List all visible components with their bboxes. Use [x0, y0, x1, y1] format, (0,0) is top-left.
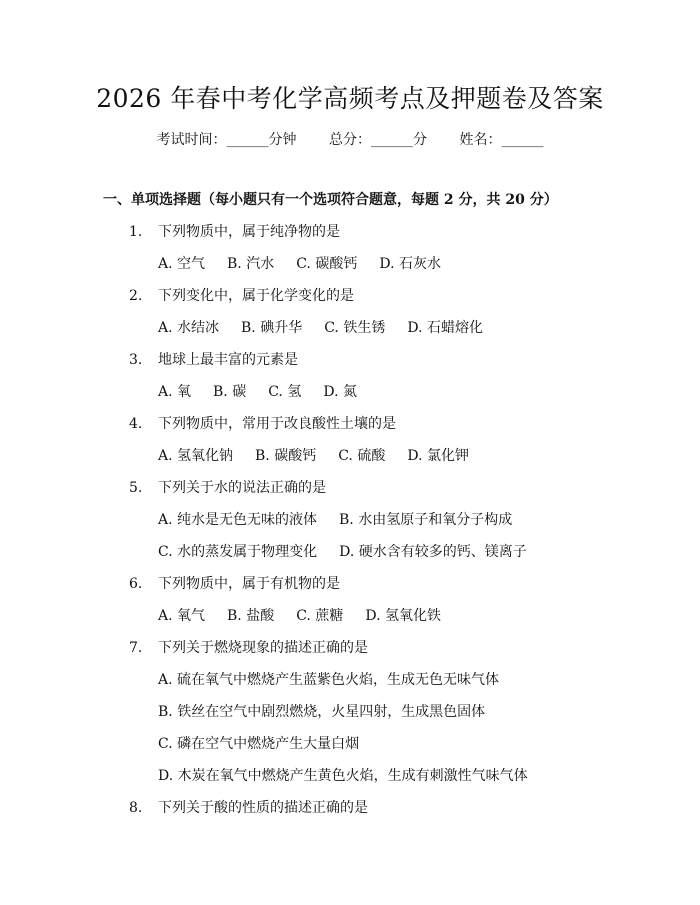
answer-option: B. 碘升华	[241, 320, 303, 336]
question-text: 下列物质中，属于纯净物的是	[158, 224, 340, 240]
question-number: 1.	[129, 224, 143, 240]
answer-option: C. 硫酸	[338, 448, 386, 464]
option-row	[0, 606, 700, 638]
question-text: 下列物质中，常用于改良酸性土壤的是	[158, 416, 396, 432]
answer-option: C. 铁生锈	[324, 320, 386, 336]
question-stem	[0, 478, 700, 510]
answer-option: A. 空气	[158, 256, 206, 272]
question-stem	[0, 414, 700, 446]
question-text: 下列关于水的说法正确的是	[158, 480, 326, 496]
answer-option: D. 氢氧化铁	[365, 608, 441, 624]
answer-option: A. 硫在氧气中燃烧产生蓝紫色火焰，生成无色无味气体	[158, 672, 500, 688]
answer-option: C. 氢	[268, 384, 302, 400]
answer-option: D. 硬水含有较多的钙、镁离子	[339, 544, 527, 560]
answer-option: C. 蔗糖	[296, 608, 344, 624]
answer-option: B. 铁丝在空气中剧烈燃烧，火星四射，生成黑色固体	[158, 704, 486, 720]
question-stem	[0, 638, 700, 670]
answer-option: D. 石蜡熔化	[407, 320, 483, 336]
question-stem	[0, 286, 700, 318]
answer-option: A. 氧	[158, 384, 192, 400]
answer-option: D. 木炭在氧气中燃烧产生黄色火焰，生成有刺激性气味气体	[158, 768, 528, 784]
question-number: 8.	[129, 800, 143, 816]
question-number: 3.	[129, 352, 143, 368]
question-text: 地球上最丰富的元素是	[158, 352, 298, 368]
answer-option: D. 石灰水	[379, 256, 441, 272]
total-score-field: 总分：______分	[329, 132, 427, 148]
option-row	[0, 318, 700, 350]
question-number: 4.	[129, 416, 143, 432]
answer-option: D. 氮	[323, 384, 357, 400]
section-heading: 一、单项选择题（每小题只有一个选项符合题意，每题 2 分，共 20 分）	[103, 192, 558, 208]
option-row	[0, 382, 700, 414]
question-stem	[0, 574, 700, 606]
answer-option: A. 氧气	[158, 608, 206, 624]
question-number: 5.	[129, 480, 143, 496]
answer-option: A. 纯水是无色无味的液体	[158, 512, 318, 528]
question-text: 下列变化中，属于化学变化的是	[158, 288, 354, 304]
question-text: 下列关于酸的性质的描述正确的是	[158, 800, 368, 816]
answer-option: B. 盐酸	[227, 608, 275, 624]
answer-option: C. 水的蒸发属于物理变化	[158, 544, 318, 560]
page-title: 2026 年春中考化学高频考点及押题卷及答案	[96, 84, 604, 113]
option-row	[0, 510, 700, 542]
question-number: 7.	[129, 640, 143, 656]
student-name-field: 姓名：______	[459, 132, 544, 148]
question-text: 下列关于燃烧现象的描述正确的是	[158, 640, 368, 656]
answer-option: D. 氯化钾	[407, 448, 469, 464]
option-row	[0, 670, 700, 702]
answer-option: C. 磷在空气中燃烧产生大量白烟	[158, 736, 360, 752]
answer-option: B. 碳	[213, 384, 247, 400]
question-number: 6.	[129, 576, 143, 592]
question-stem	[0, 350, 700, 382]
answer-option: A. 氢氧化钠	[158, 448, 234, 464]
answer-option: B. 水由氢原子和氧分子构成	[339, 512, 513, 528]
question-number: 2.	[129, 288, 143, 304]
answer-option: C. 碳酸钙	[296, 256, 358, 272]
question-text: 下列物质中，属于有机物的是	[158, 576, 340, 592]
question-stem	[0, 222, 700, 254]
question-list	[0, 222, 700, 830]
answer-option: B. 碳酸钙	[255, 448, 317, 464]
answer-option: B. 汽水	[227, 256, 275, 272]
question-stem	[0, 798, 700, 830]
option-row	[0, 702, 700, 734]
option-row	[0, 734, 700, 766]
option-row	[0, 766, 700, 798]
answer-option: A. 水结冰	[158, 320, 220, 336]
option-row	[0, 542, 700, 574]
option-row	[0, 254, 700, 286]
exam-time-field: 考试时间：______分钟	[156, 132, 297, 148]
option-row	[0, 446, 700, 478]
exam-meta	[0, 130, 700, 150]
